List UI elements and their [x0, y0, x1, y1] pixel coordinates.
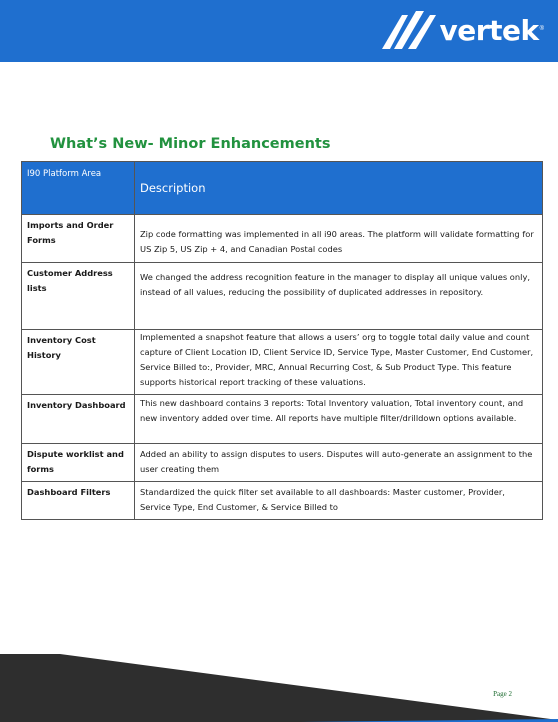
table-row	[22, 482, 543, 520]
description-cell: Added an ability to assign disputes to users. Disputes will auto-generate an assignment to the user creating them	[135, 444, 543, 482]
column-header-description: Description	[135, 162, 543, 215]
table-header-row	[22, 162, 543, 215]
description-cell: Standardized the quick filter set available to all dashboards: Master customer, Provider, Service Type, End Customer, & Service Billed to	[135, 482, 543, 520]
table-row	[22, 395, 543, 444]
page-number: Page 2	[493, 690, 512, 698]
area-cell: Dashboard Filters	[22, 482, 135, 520]
area-cell: Imports and Order Forms	[22, 215, 135, 263]
vertek-logo-mark-icon	[380, 11, 442, 51]
logo-registered-mark: ®	[539, 26, 544, 32]
footer-dark-band	[0, 654, 558, 722]
table-row	[22, 330, 543, 395]
area-cell: Inventory Dashboard	[22, 395, 135, 444]
column-header-area: I90 Platform Area	[22, 162, 135, 215]
logo-text: vertek	[439, 14, 539, 47]
area-cell: Inventory Cost History	[22, 330, 135, 395]
enhancements-table	[21, 161, 543, 520]
table-row	[22, 444, 543, 482]
vertek-logo	[380, 10, 544, 52]
description-cell: Implemented a snapshot feature that allows a users’ org to toggle total daily value and count capture of Client Location ID, Client Service ID, Service Type, Master Customer, End Customer, Service Billed to:, Provider, MRC, Annual Recurring Cost, & Sub Product Type. This feature supports historical report tracking of these valuations.	[135, 330, 543, 395]
area-cell: Customer Address lists	[22, 263, 135, 330]
description-cell: We changed the address recognition feature in the manager to display all unique values only, instead of all values, reducing the possibility of duplicated addresses in repository.	[135, 263, 543, 330]
table-row	[22, 215, 543, 263]
header-bar	[0, 0, 558, 62]
description-cell: Zip code formatting was implemented in all i90 areas. The platform will validate formatting for US Zip 5, US Zip + 4, and Canadian Postal codes	[135, 215, 543, 263]
footer-decoration	[0, 640, 558, 722]
area-cell: Dispute worklist and forms	[22, 444, 135, 482]
description-cell: This new dashboard contains 3 reports: Total Inventory valuation, Total inventory count, and new inventory added over time. All reports have multiple filter/drilldown options available.	[135, 395, 543, 444]
page-title: What’s New- Minor Enhancements	[50, 136, 331, 152]
table-row	[22, 263, 543, 330]
